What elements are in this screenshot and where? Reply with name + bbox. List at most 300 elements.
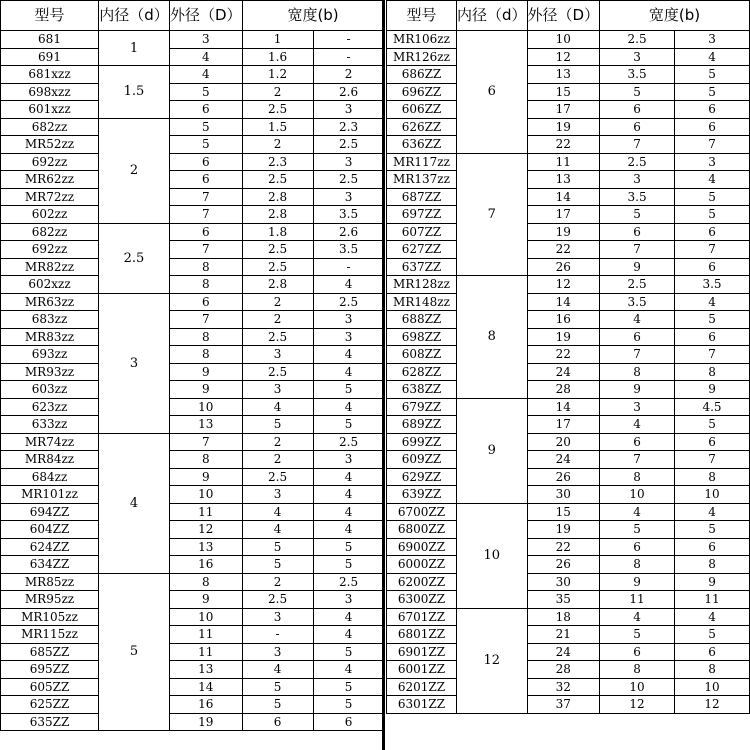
width-b2-cell: 4 (675, 503, 750, 521)
width-b1-cell: 7 (600, 136, 675, 154)
width-b1-cell: 4 (600, 416, 675, 434)
width-b2-cell: 3 (313, 328, 384, 346)
model-cell: 602zz (1, 206, 99, 224)
width-b2-cell: 4 (313, 468, 384, 486)
model-cell: MR72zz (1, 188, 99, 206)
table-row (1, 311, 385, 329)
outer-diameter-cell: 7 (170, 433, 243, 451)
width-b2-cell: 5 (675, 188, 750, 206)
width-b1-cell: 7 (600, 346, 675, 364)
table-row (387, 678, 750, 696)
inner-diameter-header: 内径（d） (456, 1, 527, 31)
width-b2-cell: 5 (313, 556, 384, 574)
model-cell: 695ZZ (1, 661, 99, 679)
width-b1-cell: 5 (242, 696, 313, 714)
model-cell: 6701ZZ (387, 608, 457, 626)
width-b1-cell: 10 (600, 678, 675, 696)
outer-diameter-cell: 30 (527, 573, 600, 591)
model-cell: 6000ZZ (387, 556, 457, 574)
width-b1-cell: 6 (600, 118, 675, 136)
width-b1-cell: 2.5 (600, 153, 675, 171)
width-b1-cell: 2.5 (242, 241, 313, 259)
outer-diameter-cell: 26 (527, 258, 600, 276)
model-cell: 608ZZ (387, 346, 457, 364)
width-b1-cell: 5 (600, 83, 675, 101)
table-row (1, 328, 385, 346)
width-b1-cell: 2.8 (242, 188, 313, 206)
outer-diameter-cell: 8 (170, 346, 243, 364)
width-b1-cell: 11 (600, 591, 675, 609)
model-cell: MR62zz (1, 171, 99, 189)
inner-diameter-cell: 8 (456, 276, 527, 399)
width-b2-cell: 5 (313, 678, 384, 696)
width-b1-cell: 3 (242, 643, 313, 661)
model-cell: 638ZZ (387, 381, 457, 399)
model-cell: 698xzz (1, 83, 99, 101)
width-b2-cell: 7 (675, 136, 750, 154)
table-row (387, 486, 750, 504)
width-b2-cell: 5 (313, 381, 384, 399)
outer-diameter-cell: 13 (527, 171, 600, 189)
model-cell: 693zz (1, 346, 99, 364)
table-row (387, 276, 750, 294)
width-b1-cell: 5 (242, 556, 313, 574)
table-row (1, 363, 385, 381)
table-row (1, 381, 385, 399)
width-b1-cell: 5 (242, 538, 313, 556)
width-b2-cell: 5 (313, 696, 384, 714)
table-row (1, 83, 385, 101)
table-row (387, 416, 750, 434)
width-b2-cell: 4 (313, 626, 384, 644)
table-row (387, 83, 750, 101)
outer-diameter-cell: 11 (170, 626, 243, 644)
table-row (387, 503, 750, 521)
model-cell: 689ZZ (387, 416, 457, 434)
width-b1-cell: 12 (600, 696, 675, 714)
table-row (1, 241, 385, 259)
width-b1-cell: 2.5 (242, 591, 313, 609)
model-cell: 699ZZ (387, 433, 457, 451)
model-cell: MR63zz (1, 293, 99, 311)
table-row (387, 556, 750, 574)
right-table-panel (386, 0, 750, 714)
width-b1-cell: 6 (600, 538, 675, 556)
width-b1-cell: 2 (242, 451, 313, 469)
model-cell: 692zz (1, 153, 99, 171)
width-b1-cell: 6 (600, 328, 675, 346)
table-row (387, 363, 750, 381)
width-b2-cell: 6 (675, 433, 750, 451)
model-cell: 637ZZ (387, 258, 457, 276)
model-cell: MR52zz (1, 136, 99, 154)
width-b1-cell: 7 (600, 241, 675, 259)
table-row (387, 66, 750, 84)
width-b2-cell: 3.5 (675, 276, 750, 294)
outer-diameter-cell: 16 (170, 696, 243, 714)
model-cell: MR93zz (1, 363, 99, 381)
width-b2-cell: 3 (313, 451, 384, 469)
table-row (387, 591, 750, 609)
outer-diameter-cell: 17 (527, 206, 600, 224)
model-cell: 6301ZZ (387, 696, 457, 714)
width-b1-cell: 4 (600, 503, 675, 521)
outer-diameter-cell: 9 (170, 468, 243, 486)
width-b1-cell: 3 (600, 171, 675, 189)
width-b1-cell: 6 (600, 101, 675, 119)
outer-diameter-cell: 22 (527, 346, 600, 364)
width-b2-cell: 8 (675, 468, 750, 486)
outer-diameter-cell: 13 (170, 661, 243, 679)
table-row (1, 661, 385, 679)
model-cell: 6800ZZ (387, 521, 457, 539)
width-b2-cell: 4.5 (675, 398, 750, 416)
model-cell: MR85zz (1, 573, 99, 591)
model-cell: 6700ZZ (387, 503, 457, 521)
width-b2-cell: 4 (313, 661, 384, 679)
table-row (1, 486, 385, 504)
width-b1-cell: - (242, 626, 313, 644)
width-b2-cell: 5 (675, 521, 750, 539)
table-row (1, 258, 385, 276)
table-row (1, 696, 385, 714)
width-b2-cell: 4 (313, 521, 384, 539)
model-cell: 691 (1, 48, 99, 66)
outer-diameter-cell: 14 (527, 188, 600, 206)
table-row (1, 136, 385, 154)
header-row (1, 1, 385, 31)
width-b2-cell: 4 (313, 608, 384, 626)
outer-diameter-cell: 19 (527, 118, 600, 136)
model-cell: 6900ZZ (387, 538, 457, 556)
outer-diameter-cell: 12 (170, 521, 243, 539)
outer-diameter-cell: 19 (527, 223, 600, 241)
model-cell: 606ZZ (387, 101, 457, 119)
model-cell: MR126zz (387, 48, 457, 66)
model-cell: 607ZZ (387, 223, 457, 241)
table-row (1, 171, 385, 189)
outer-diameter-cell: 16 (527, 311, 600, 329)
model-cell: MR82zz (1, 258, 99, 276)
table-row (387, 433, 750, 451)
width-b1-cell: 4 (242, 398, 313, 416)
outer-diameter-cell: 17 (527, 101, 600, 119)
width-b2-cell: 3 (313, 101, 384, 119)
outer-diameter-cell: 9 (170, 381, 243, 399)
table-row (1, 223, 385, 241)
width-b1-cell: 1.5 (242, 118, 313, 136)
table-row (1, 346, 385, 364)
width-b1-cell: 5 (600, 626, 675, 644)
width-b2-cell: 2 (313, 66, 384, 84)
outer-diameter-cell: 13 (170, 538, 243, 556)
table-row (1, 433, 385, 451)
table-row (387, 398, 750, 416)
model-cell: 633zz (1, 416, 99, 434)
model-cell: 6801ZZ (387, 626, 457, 644)
width-b1-cell: 3 (242, 608, 313, 626)
width-b2-cell: 5 (313, 538, 384, 556)
width-b2-cell: 10 (675, 678, 750, 696)
outer-diameter-cell: 14 (527, 398, 600, 416)
table-row (1, 591, 385, 609)
table-row (387, 608, 750, 626)
width-b1-cell: 4 (242, 661, 313, 679)
width-b1-cell: 2.8 (242, 276, 313, 294)
width-b2-cell: 6 (675, 538, 750, 556)
width-b2-cell: 3 (313, 188, 384, 206)
width-b1-cell: 9 (600, 258, 675, 276)
model-cell: 602xzz (1, 276, 99, 294)
table-row (1, 48, 385, 66)
outer-diameter-cell: 8 (170, 276, 243, 294)
width-b2-cell: 5 (675, 83, 750, 101)
outer-diameter-cell: 9 (170, 363, 243, 381)
width-b1-cell: 4 (242, 521, 313, 539)
outer-diameter-cell: 37 (527, 696, 600, 714)
inner-diameter-cell: 12 (456, 608, 527, 713)
width-b1-cell: 3 (600, 398, 675, 416)
table-row (1, 468, 385, 486)
width-b2-cell: 4 (313, 398, 384, 416)
table-row (387, 538, 750, 556)
width-b1-cell: 2.5 (600, 276, 675, 294)
outer-diameter-cell: 12 (527, 276, 600, 294)
width-b2-cell: 2.3 (313, 118, 384, 136)
outer-diameter-cell: 24 (527, 451, 600, 469)
width-b1-cell: 2 (242, 573, 313, 591)
width-b1-cell: 6 (600, 643, 675, 661)
table-row (387, 31, 750, 49)
width-b2-cell: - (313, 258, 384, 276)
model-cell: 6200ZZ (387, 573, 457, 591)
table-row (387, 573, 750, 591)
table-body-left (1, 31, 385, 731)
model-cell: 679ZZ (387, 398, 457, 416)
model-cell: 623zz (1, 398, 99, 416)
table-row (1, 573, 385, 591)
inner-diameter-cell: 2.5 (99, 223, 170, 293)
width-b1-cell: 5 (242, 678, 313, 696)
width-b1-cell: 6 (600, 223, 675, 241)
width-b2-cell: 8 (675, 363, 750, 381)
table-row (387, 328, 750, 346)
width-b2-cell: 6 (675, 643, 750, 661)
model-cell: MR137zz (387, 171, 457, 189)
width-b2-cell: 3 (313, 311, 384, 329)
outer-diameter-cell: 22 (527, 241, 600, 259)
model-cell: 601xzz (1, 101, 99, 119)
model-cell: MR117zz (387, 153, 457, 171)
model-cell: MR74zz (1, 433, 99, 451)
outer-diameter-cell: 30 (527, 486, 600, 504)
width-b1-cell: 3 (242, 381, 313, 399)
inner-diameter-cell: 6 (456, 31, 527, 154)
model-cell: 692zz (1, 241, 99, 259)
model-cell: 6300ZZ (387, 591, 457, 609)
table-row (1, 101, 385, 119)
inner-diameter-cell: 5 (99, 573, 170, 731)
width-b1-cell: 3 (242, 486, 313, 504)
table-row (387, 293, 750, 311)
outer-diameter-cell: 24 (527, 643, 600, 661)
width-b1-cell: 7 (600, 451, 675, 469)
table-row (387, 188, 750, 206)
table-row (387, 346, 750, 364)
width-b2-cell: 6 (675, 258, 750, 276)
model-cell: 687ZZ (387, 188, 457, 206)
width-b1-cell: 2.5 (242, 363, 313, 381)
width-b2-cell: 5 (675, 66, 750, 84)
outer-diameter-cell: 6 (170, 101, 243, 119)
table-row (1, 276, 385, 294)
width-b1-cell: 9 (600, 573, 675, 591)
width-header: 宽度(b) (600, 1, 750, 31)
width-b2-cell: 5 (313, 416, 384, 434)
width-b1-cell: 8 (600, 661, 675, 679)
model-cell: 682zz (1, 223, 99, 241)
width-b2-cell: - (313, 31, 384, 49)
table-row (1, 503, 385, 521)
outer-diameter-cell: 8 (170, 258, 243, 276)
outer-diameter-cell: 3 (170, 31, 243, 49)
outer-diameter-cell: 4 (170, 66, 243, 84)
inner-diameter-header: 内径（d） (99, 1, 170, 31)
model-cell: 635ZZ (1, 713, 99, 731)
table-row (387, 118, 750, 136)
width-b2-cell: 3.5 (313, 241, 384, 259)
outer-diameter-cell: 28 (527, 381, 600, 399)
model-cell: 639ZZ (387, 486, 457, 504)
table-row (387, 696, 750, 714)
width-b2-cell: 7 (675, 346, 750, 364)
table-row (387, 643, 750, 661)
width-b1-cell: 2.5 (242, 328, 313, 346)
outer-diameter-cell: 8 (170, 573, 243, 591)
width-b1-cell: 1.2 (242, 66, 313, 84)
model-cell: 683zz (1, 311, 99, 329)
outer-diameter-cell: 16 (170, 556, 243, 574)
outer-diameter-cell: 8 (170, 451, 243, 469)
table-row (1, 206, 385, 224)
model-cell: 698ZZ (387, 328, 457, 346)
model-cell: MR115zz (1, 626, 99, 644)
width-b2-cell: 4 (675, 293, 750, 311)
model-cell: 684zz (1, 468, 99, 486)
center-divider (382, 0, 385, 750)
table-row (387, 381, 750, 399)
width-b1-cell: 9 (600, 381, 675, 399)
model-cell: MR83zz (1, 328, 99, 346)
outer-diameter-cell: 22 (527, 136, 600, 154)
width-b2-cell: 4 (313, 346, 384, 364)
outer-diameter-cell: 11 (170, 643, 243, 661)
width-b2-cell: 6 (313, 713, 384, 731)
table-row (1, 678, 385, 696)
outer-diameter-cell: 7 (170, 241, 243, 259)
width-b2-cell: 2.5 (313, 136, 384, 154)
outer-diameter-cell: 6 (170, 293, 243, 311)
width-b2-cell: 7 (675, 241, 750, 259)
inner-diameter-cell: 3 (99, 293, 170, 433)
model-cell: 681xzz (1, 66, 99, 84)
width-b1-cell: 4 (242, 503, 313, 521)
width-b2-cell: 4 (313, 503, 384, 521)
width-b1-cell: 2.5 (242, 468, 313, 486)
table-row (1, 626, 385, 644)
width-b1-cell: 3.5 (600, 188, 675, 206)
model-cell: 6001ZZ (387, 661, 457, 679)
width-b1-cell: 2.5 (242, 258, 313, 276)
model-cell: 624ZZ (1, 538, 99, 556)
outer-diameter-cell: 7 (170, 188, 243, 206)
table-row (1, 398, 385, 416)
width-b1-cell: 3.5 (600, 66, 675, 84)
model-cell: 625ZZ (1, 696, 99, 714)
outer-diameter-cell: 6 (170, 153, 243, 171)
model-cell: 6901ZZ (387, 643, 457, 661)
width-b2-cell: 7 (675, 451, 750, 469)
width-b1-cell: 2 (242, 136, 313, 154)
outer-diameter-cell: 19 (527, 328, 600, 346)
table-row (1, 416, 385, 434)
outer-diameter-cell: 15 (527, 503, 600, 521)
width-b1-cell: 4 (600, 608, 675, 626)
width-b1-cell: 2 (242, 83, 313, 101)
outer-diameter-cell: 10 (170, 486, 243, 504)
model-header: 型号 (387, 1, 457, 31)
width-b2-cell: 5 (675, 626, 750, 644)
bearing-table-right (386, 0, 750, 714)
table-row (1, 451, 385, 469)
width-b2-cell: 2.5 (313, 293, 384, 311)
width-b2-cell: 2.5 (313, 573, 384, 591)
width-b2-cell: 8 (675, 661, 750, 679)
table-row (387, 451, 750, 469)
width-b1-cell: 2 (242, 433, 313, 451)
width-b2-cell: 9 (675, 573, 750, 591)
model-cell: 685ZZ (1, 643, 99, 661)
width-b2-cell: 2.5 (313, 433, 384, 451)
outer-diameter-cell: 9 (170, 591, 243, 609)
width-b2-cell: 3 (675, 31, 750, 49)
outer-diameter-cell: 13 (170, 416, 243, 434)
model-cell: 629ZZ (387, 468, 457, 486)
table-row (387, 153, 750, 171)
width-b2-cell: 8 (675, 556, 750, 574)
width-b1-cell: 10 (600, 486, 675, 504)
table-row (1, 556, 385, 574)
model-cell: 681 (1, 31, 99, 49)
width-b2-cell: 5 (675, 206, 750, 224)
outer-diameter-cell: 12 (527, 48, 600, 66)
inner-diameter-cell: 4 (99, 433, 170, 573)
width-b2-cell: 4 (313, 486, 384, 504)
width-b2-cell: 4 (675, 608, 750, 626)
model-cell: 627ZZ (387, 241, 457, 259)
width-b2-cell: 6 (675, 223, 750, 241)
outer-diameter-cell: 14 (527, 293, 600, 311)
outer-diameter-cell: 15 (527, 83, 600, 101)
width-b2-cell: 3 (675, 153, 750, 171)
model-cell: MR101zz (1, 486, 99, 504)
model-cell: 609ZZ (387, 451, 457, 469)
model-cell: 686ZZ (387, 66, 457, 84)
table-row (1, 188, 385, 206)
width-b2-cell: 2.5 (313, 171, 384, 189)
width-b2-cell: 5 (675, 311, 750, 329)
outer-diameter-cell: 32 (527, 678, 600, 696)
